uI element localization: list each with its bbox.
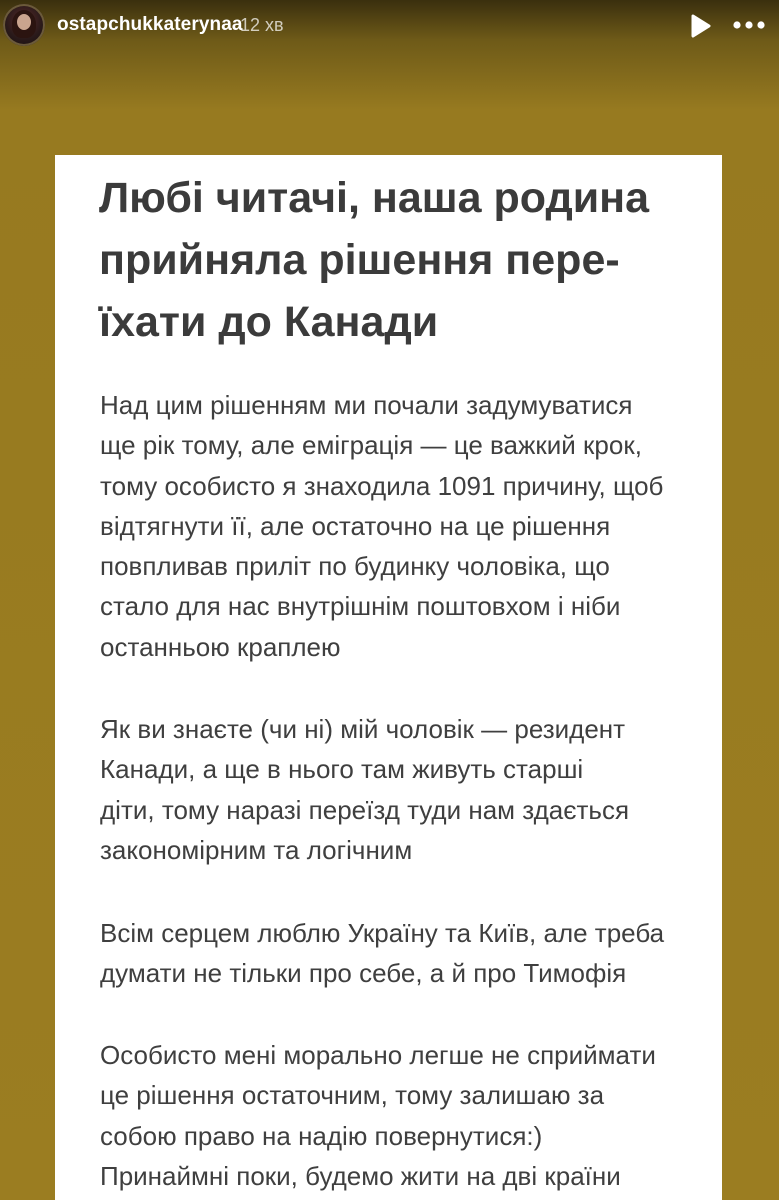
text-line: Канади, а ще в нього там живуть старші (100, 754, 584, 785)
title-line: їхати до Канади (99, 298, 439, 346)
text-line: Принаймні поки, будемо жити на дві країни (100, 1160, 621, 1191)
text-line: стало для нас внутрішнім поштовхом і ніби (100, 591, 621, 622)
text-line: останньою краплею (100, 631, 341, 662)
text-line: Як ви знаєте (чи ні) мій чоловік — резидент (100, 714, 626, 744)
title-line: Любі читачі, наша родина (99, 174, 650, 222)
post-title (99, 167, 699, 353)
text-line: це рішення остаточним, тому залишаю за (100, 1080, 605, 1111)
text-line: закономірним та логічним (100, 834, 413, 865)
more-options-icon[interactable] (733, 20, 765, 30)
text-line: діти, тому наразі переїзд туди нам здається (100, 794, 630, 825)
profile-avatar[interactable] (3, 4, 45, 46)
paragraph-love-ukraine (100, 913, 710, 994)
text-line: Над цим рішенням ми почали задумуватися (100, 390, 633, 420)
paragraph-hope-return (100, 1035, 710, 1196)
paragraph-husband-resident (100, 709, 710, 870)
story-header (0, 0, 779, 56)
avatar-face (17, 14, 31, 30)
post-time: 12 хв (240, 15, 284, 35)
username[interactable]: ostapchukkaterynaa (57, 14, 243, 35)
text-line: відтягнути її, але остаточно на це рішення (100, 510, 611, 541)
text-line: Особисто мені морально легше не сприймати (100, 1040, 656, 1070)
text-line: Всім серцем люблю Україну та Київ, але треба (100, 918, 665, 948)
text-line: тому особисто я знаходила 1091 причину, щоб (100, 470, 664, 501)
play-icon[interactable] (688, 13, 712, 39)
title-line: прийняла рішення пере- (99, 236, 620, 284)
screenshot-card (55, 155, 722, 1200)
text-line: повпливав приліт по будинку чоловіка, що (100, 551, 610, 582)
text-line: думати не тільки про себе, а й про Тимофія (100, 958, 627, 989)
text-line: собою право на надію повернутися:) (100, 1120, 543, 1151)
text-line: ще рік тому, але еміграція — це важкий крок, (100, 430, 642, 461)
paragraph-emigration-decision (100, 385, 710, 667)
